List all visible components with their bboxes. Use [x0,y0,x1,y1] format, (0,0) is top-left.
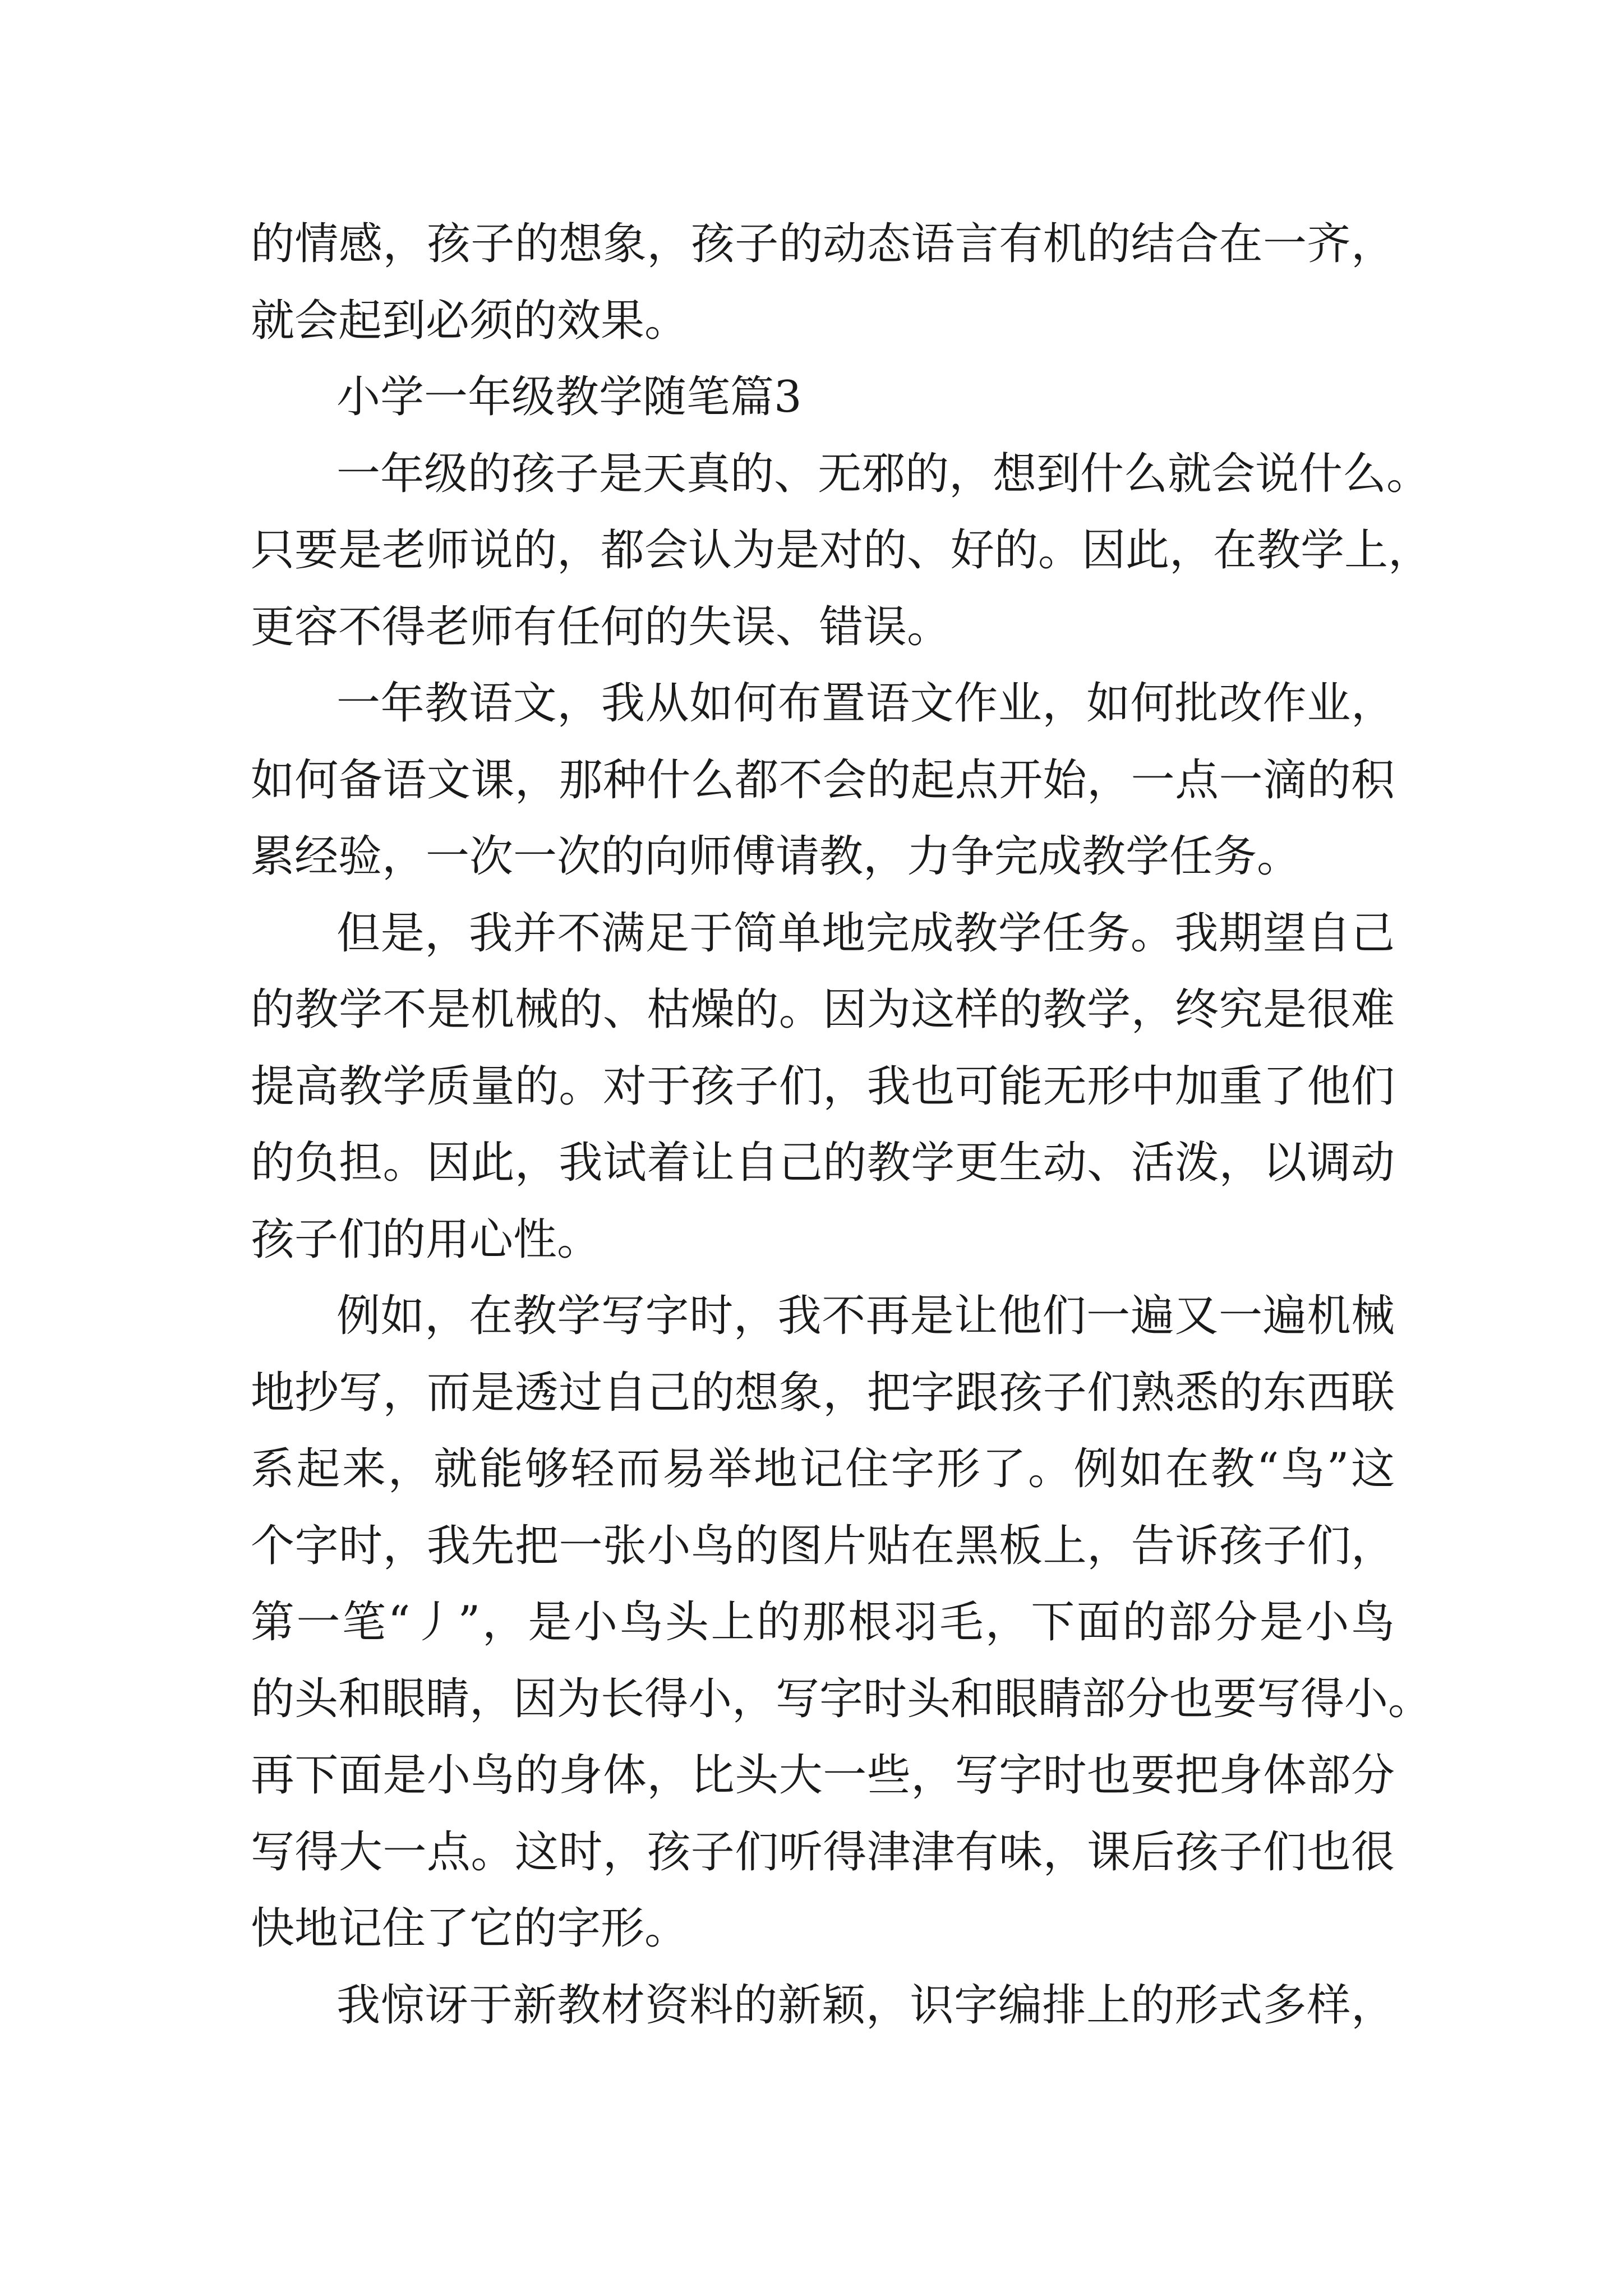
text-line: 的教学不是机械的、枯燥的。因为这样的教学，终究是很难 [251,984,1395,1035]
paragraph-first-line: 一年教语文，我从如何布置语文作业，如何批改作业， [336,678,1395,729]
text-line: 就会起到必须的效果。 [251,296,689,346]
text-line: 如何备语文课，那种什么都不会的起点开始，一点一滴的积 [251,755,1395,806]
text-line: 只要是老师说的，都会认为是对的、好的。因此，在教学上， [251,525,1432,576]
paragraph-first-line: 我惊讶于新教材资料的新颖，识字编排上的形式多样， [336,1980,1395,2031]
text-line: 个字时，我先把一张小鸟的图片贴在黑板上，告诉孩子们， [251,1521,1395,1571]
text-line: 的头和眼睛，因为长得小，写字时头和眼睛部分也要写得小。 [251,1674,1432,1724]
text-line: 的负担。因此，我试着让自己的教学更生动、活泼，以调动 [251,1138,1395,1188]
text-line: 地抄写，而是透过自己的想象，把字跟孩子们熟悉的东西联 [251,1368,1395,1418]
text-line: 孩子们的用心性。 [251,1214,601,1265]
text-line: 的情感，孩子的想象，孩子的动态语言有机的结合在一齐， [251,219,1395,269]
text-line: 系起来，就能够轻而易举地记住字形了。例如在教“鸟”这 [251,1444,1395,1494]
text-line: 快地记住了它的字形。 [251,1903,689,1954]
paragraph-first-line: 但是，我并不满足于简单地完成教学任务。我期望自己 [336,908,1395,959]
paragraph-first-line: 一年级的孩子是天真的、无邪的，想到什么就会说什么。 [336,449,1431,499]
text-line: 第一笔“丿”，是小鸟头上的那根羽毛，下面的部分是小鸟 [251,1597,1395,1648]
text-line: 累经验，一次一次的向师傅请教，力争完成教学任务。 [251,831,1301,882]
text-line: 提高教学质量的。对于孩子们，我也可能无形中加重了他们 [251,1061,1395,1112]
text-line: 再下面是小鸟的身体，比头大一些，写字时也要把身体部分 [251,1750,1395,1801]
paragraph-first-line: 例如，在教学写字时，我不再是让他们一遍又一遍机械 [336,1291,1395,1341]
text-line: 更容不得老师有任何的失误、错误。 [251,602,951,652]
text-line: 写得大一点。这时，孩子们听得津津有味，课后孩子们也很 [251,1827,1395,1878]
section-heading: 小学一年级教学随笔篇3 [336,372,802,422]
